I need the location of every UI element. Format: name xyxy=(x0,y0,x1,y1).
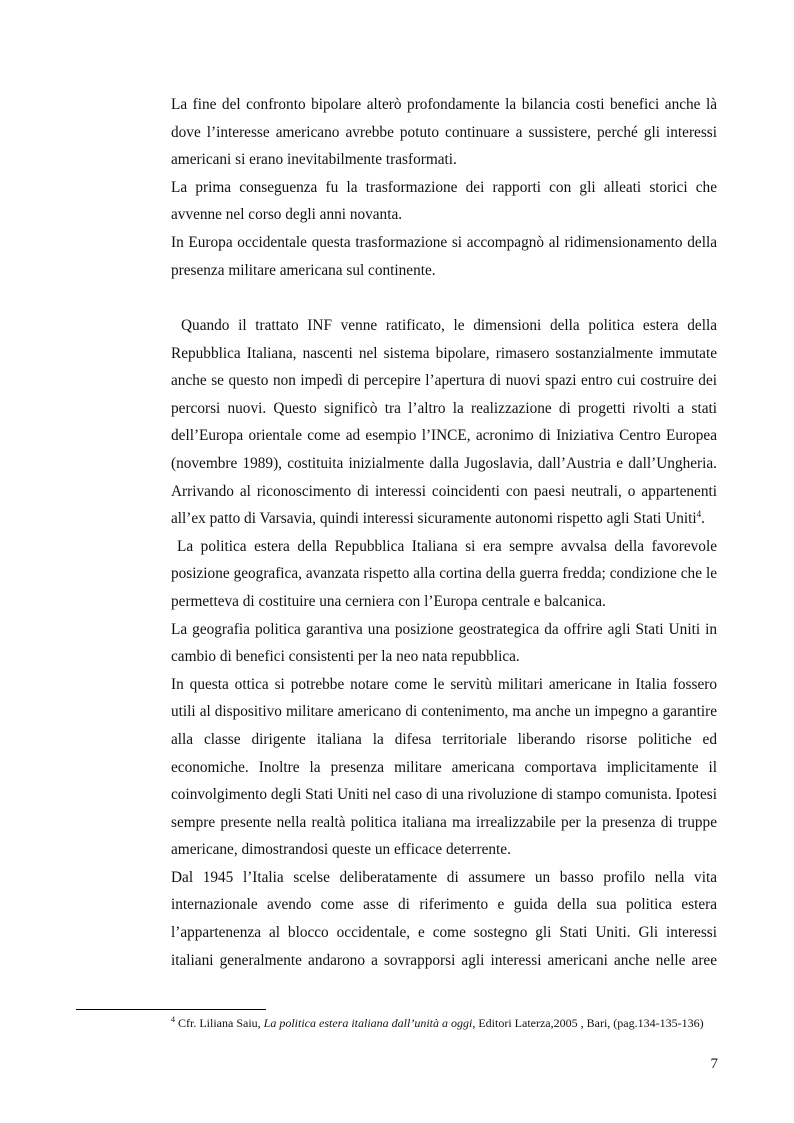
footnote-reference: 4 xyxy=(696,509,702,520)
footnote xyxy=(171,1016,717,1031)
footnote-divider xyxy=(76,1009,266,1010)
text-block-main xyxy=(171,312,717,974)
page-number: 7 xyxy=(710,1056,718,1072)
paragraph-text: Quando il trattato INF venne ratificato, le dimensioni della politica estera della Repubblica Italiana, nascenti nel sistema bipolare, rimasero sostanzialmente immutate anche se questo non impedì di percepire l’apertura di nuovi spazi entro cui costruire dei percorsi nuovi. Questo significò tra l’altro la realizzazione di progetti rivolti a stati dell’Europa orientale come ad esempio l’INCE, acronimo di Iniziativa Centro Europea (novembre 1989), costituita inizialmente dalla Jugoslavia, dall’Austria e dall’Ungheria. Arrivando al riconoscimento di interessi coincidenti con paesi neutrali, o appartenenti all’ex patto di Varsavia, quindi interessi sicuramente autonomi rispetto agli Stati Uniti xyxy=(171,317,717,528)
paragraph-end: . xyxy=(701,510,705,528)
paragraph: In questa ottica si potrebbe notare come le servitù militari americane in Italia fossero utili al dispositivo militare americano di contenimento, ma anche un impegno a garantire alla classe dirigente italiana la difesa territoriale liberando risorse politiche ed economiche. Inoltre la presenza militare americana comportava implicitamente il coinvolgimento degli Stati Uniti nel caso di una rivoluzione di stampo comunista. Ipotesi sempre presente nella realtà politica italiana ma irrealizzabile per la presenza di truppe americane, dimostrandosi queste un efficace deterrente. xyxy=(171,675,717,859)
paragraph: La prima conseguenza fu la trasformazione dei rapporti con gli alleati storici che avvenne nel corso degli anni novanta. xyxy=(171,178,717,224)
footnote-suffix: , Editori Laterza,2005 , Bari, (pag.134-135-136) xyxy=(472,1016,704,1030)
paragraph: La geografia politica garantiva una posizione geostrategica da offrire agli Stati Uniti in cambio di benefici consistenti per la neo nata repubblica. xyxy=(171,620,717,666)
paragraph: In Europa occidentale questa trasformazione si accompagnò al ridimensionamento della presenza militare americana sul continente. xyxy=(171,233,717,279)
paragraph xyxy=(171,312,717,533)
paragraph: Dal 1945 l’Italia scelse deliberatamente di assumere un basso profilo nella vita internazionale avendo come asse di riferimento e guida della sua politica estera l’appartenenza al blocco occidentale, e come sostegno gli Stati Uniti. Gli interessi italiani generalmente andarono a sovrapporsi agli interessi americani anche nelle aree xyxy=(171,868,717,969)
paragraph: La fine del confronto bipolare alterò profondamente la bilancia costi benefici anche là dove l’interesse americano avrebbe potuto continuare a sussistere, perché gli interessi americani si erano inevitabilmente trasformati. xyxy=(171,96,717,169)
footnote-book-title: La politica estera italiana dall’unità a oggi xyxy=(263,1016,473,1030)
footnote-prefix: Cfr. Liliana Saiu, xyxy=(175,1016,264,1030)
text-block-intro xyxy=(171,91,717,284)
footnote-number: 4 xyxy=(171,1015,175,1024)
paragraph: La politica estera della Repubblica Italiana si era sempre avvalsa della favorevole posizione geografica, avanzata rispetto alla cortina della guerra fredda; condizione che le permetteva di costituire una cerniera con l’Europa centrale e balcanica. xyxy=(171,537,717,610)
